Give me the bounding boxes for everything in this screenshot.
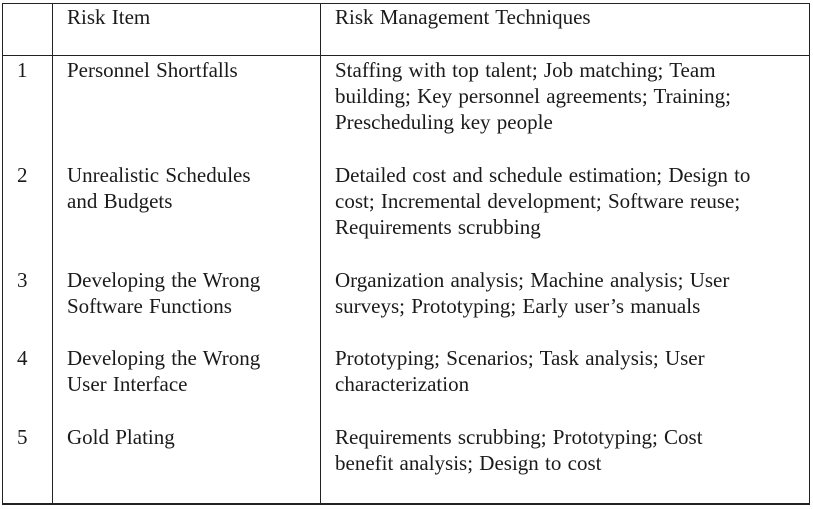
technique-line: Detailed cost and schedule estimation; Design to — [335, 163, 751, 187]
technique-line: Prescheduling key people — [335, 110, 553, 134]
table-border-bottom — [2, 503, 810, 505]
technique-line: building; Key personnel agreements; Training; — [335, 84, 731, 108]
row-number: 1 — [17, 58, 28, 82]
risk-item-line: Gold Plating — [67, 425, 175, 449]
row-number: 4 — [17, 346, 28, 370]
header-risk-item: Risk Item — [67, 5, 151, 29]
technique-line: Requirements scrubbing; Prototyping; Cost — [335, 425, 703, 449]
table-border-left — [2, 3, 3, 505]
technique-line: benefit analysis; Design to cost — [335, 451, 602, 475]
header-divider — [2, 55, 810, 56]
risk-item-line: Unrealistic Schedules — [67, 163, 251, 187]
column-divider-2 — [320, 3, 321, 505]
technique-line: cost; Incremental development; Software reuse; — [335, 189, 741, 213]
column-divider-1 — [52, 3, 53, 505]
technique-line: characterization — [335, 372, 470, 396]
risk-item-line: Software Functions — [67, 294, 232, 318]
technique-line: Staffing with top talent; Job matching; Team — [335, 58, 716, 82]
risk-item-line: User Interface — [67, 372, 188, 396]
row-number: 2 — [17, 163, 28, 187]
technique-line: Organization analysis; Machine analysis; User — [335, 268, 730, 292]
risk-item-line: Personnel Shortfalls — [67, 58, 238, 82]
risk-item-line: and Budgets — [67, 189, 173, 213]
row-number: 3 — [17, 268, 28, 292]
technique-line: Requirements scrubbing — [335, 215, 541, 239]
risk-item-line: Developing the Wrong — [67, 268, 261, 292]
technique-line: Prototyping; Scenarios; Task analysis; User — [335, 346, 705, 370]
technique-line: surveys; Prototyping; Early user’s manuals — [335, 294, 701, 318]
risk-item-line: Developing the Wrong — [67, 346, 261, 370]
row-number: 5 — [17, 425, 28, 449]
table-border-right — [809, 3, 810, 505]
header-techniques: Risk Management Techniques — [335, 5, 591, 29]
